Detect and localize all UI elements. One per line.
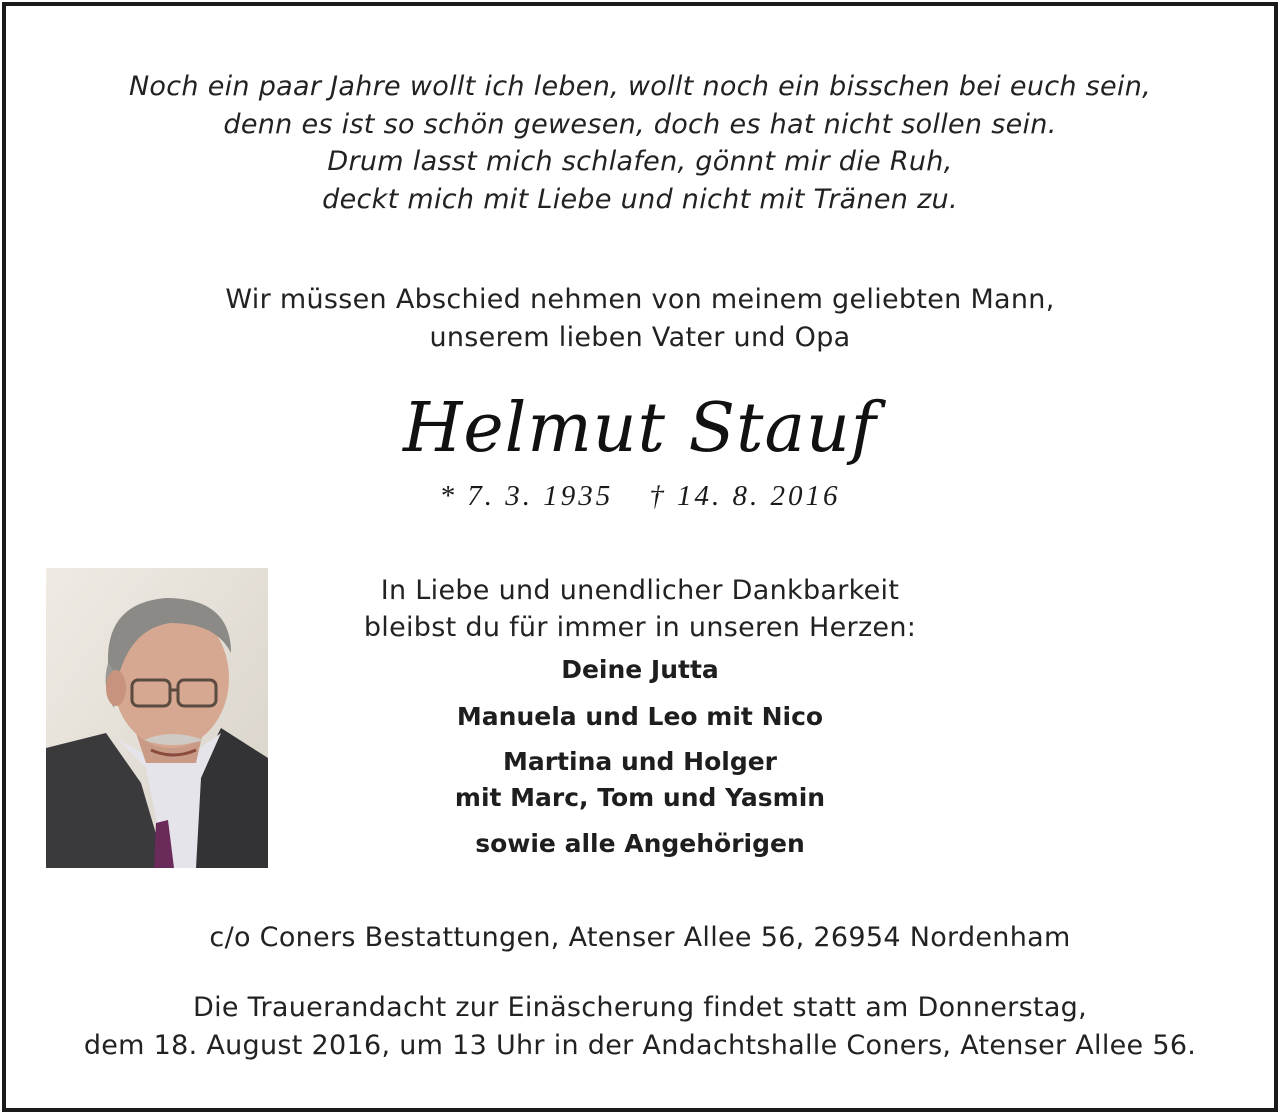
- address-line: c/o Coners Bestattungen, Atenser Allee 56, 26954 Nordenham: [209, 922, 1071, 953]
- birth-date: * 7. 3. 1935: [439, 480, 614, 512]
- poem-line: Drum lasst mich schlafen, gönnt mir die Ruh,: [327, 146, 953, 177]
- service-line: dem 18. August 2016, um 13 Uhr in der Andachtshalle Coners, Atenser Allee 56.: [83, 1030, 1197, 1061]
- life-dates: [0, 478, 1280, 514]
- thanks-text: [340, 572, 940, 646]
- mourner-line: sowie alle Angehörigen: [475, 829, 805, 858]
- poem-line: deckt mich mit Liebe und nicht mit Tränen zu.: [322, 183, 958, 215]
- poem: [0, 68, 1280, 218]
- intro-line: unserem lieben Vater und Opa: [429, 322, 851, 353]
- service-info: [0, 989, 1280, 1065]
- mourner-line: mit Marc, Tom und Yasmin: [454, 783, 826, 812]
- portrait-photo-icon: [46, 568, 268, 868]
- intro-line: Wir müssen Abschied nehmen von meinem geliebten Mann,: [225, 284, 1055, 315]
- mourner-line: Deine Jutta: [561, 655, 719, 684]
- poem-line: denn es ist so schön gewesen, doch es hat nicht sollen sein.: [223, 108, 1057, 140]
- contact-address: [0, 919, 1280, 957]
- deceased-name: Helmut Stauf: [403, 389, 877, 468]
- death-date: † 14. 8. 2016: [649, 480, 841, 512]
- mourner-martina: [340, 744, 940, 816]
- portrait-photo: [46, 568, 268, 868]
- mourner-manuela: [340, 699, 940, 735]
- thanks-line: bleibst du für immer in unseren Herzen:: [363, 612, 917, 643]
- thanks-line: In Liebe und unendlicher Dankbarkeit: [380, 575, 900, 606]
- service-line: Die Trauerandacht zur Einäscherung findet statt am Donnerstag,: [192, 992, 1087, 1023]
- mourner-line: Martina und Holger: [502, 747, 777, 776]
- poem-line: Noch ein paar Jahre wollt ich leben, wollt noch ein bisschen bei euch sein,: [128, 71, 1152, 102]
- mourner-jutta: [340, 652, 940, 688]
- mourner-relatives: [340, 826, 940, 862]
- mourner-line: Manuela und Leo mit Nico: [456, 702, 824, 731]
- farewell-intro: [0, 281, 1280, 357]
